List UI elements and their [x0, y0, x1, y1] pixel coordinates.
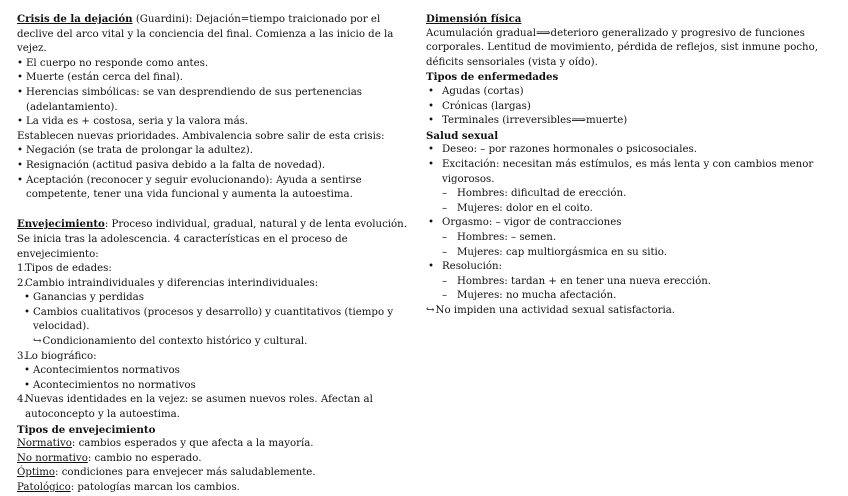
tipos-item [17, 452, 409, 467]
item-number: 3. [17, 350, 27, 362]
hook-arrow-icon: ↪ [33, 336, 42, 348]
excitacion-sub-list [426, 187, 826, 216]
item-text: Nuevas identidades en la vejez: se asumen nuevos roles. Afectan al autoconcepto y la autoestima. [25, 394, 373, 421]
list-item: • Agudas (cortas) [426, 85, 826, 100]
orgasmo-sub-list [426, 231, 826, 260]
list-item: • Terminales (irreversibles⟹muerte) [426, 114, 826, 129]
list-item: • Ganancias y perdidas [17, 291, 409, 306]
tipos-term: Óptimo [17, 467, 56, 479]
list-item [17, 277, 409, 350]
cambio-sub-list [17, 291, 409, 335]
priorities-text: Establecen nuevas prioridades. Ambivalencia sobre salir de esta crisis: [17, 130, 385, 142]
tipos-envejecimiento-heading: Tipos de envejecimiento [17, 423, 156, 436]
condicionamiento-note [17, 335, 409, 350]
conclusion-text: No impiden una actividad sexual satisfactoria. [435, 304, 676, 316]
envejecimiento-numbered-list [17, 262, 409, 423]
hook-arrow-icon: ↪ [426, 304, 435, 316]
right-column [426, 12, 826, 318]
tipos-text: : cambios esperados y que afecta a la mayoría. [71, 438, 314, 450]
enfermedades-list [426, 85, 826, 129]
dimension-fisica-text: Acumulación gradual⟹deterioro generalizado y progresivo de funciones corporales. Lentitud de movimiento, pérdida de reflejos, sist inmune pocho, déficits sensoriales (vista y oído). [426, 27, 818, 68]
list-item: • Negación (se trata de prolongar la adultez). [17, 144, 409, 159]
list-item: • El cuerpo no responde como antes. [17, 57, 409, 72]
crisis-author: (Guardini) [132, 14, 190, 25]
list-item: • Deseo: – por razones hormonales o psicosociales. [426, 143, 826, 158]
list-item: • La vida es + costosa, seria y la valora más. [17, 115, 409, 130]
dimension-fisica-heading: Dimensión física [426, 13, 522, 25]
salud-sexual-list [426, 143, 826, 187]
crisis-title: Crisis de la dejación [17, 13, 133, 25]
item-text: Cambio intraindividuales y diferencias interindividuales: [25, 277, 319, 289]
left-column [17, 12, 409, 496]
crisis-bullet-list [17, 57, 409, 130]
tipos-text: : cambio no esperado. [87, 452, 202, 464]
list-item: – Hombres: tardan + en tener una nueva erección. [426, 275, 826, 290]
tipos-item [17, 466, 409, 481]
item-text: Lo biográfico: [25, 350, 97, 362]
list-item: • Acontecimientos no normativos [17, 379, 409, 394]
tipos-term: Patológico [17, 482, 71, 493]
list-item: • Crónicas (largas) [426, 100, 826, 115]
item-number: 1. [17, 263, 27, 275]
resolucion-list [426, 260, 826, 275]
resolucion-sub-list [426, 275, 826, 304]
list-item: • Resolución: [426, 260, 826, 275]
item-number: 2. [17, 277, 27, 289]
tipos-item [17, 437, 409, 452]
crisis-text: : Dejación=tiempo traicionado por el declive del arco vital y la conciencia del final. Comienza a las inicio de la vejez. [17, 14, 394, 55]
tipos-term: Normativo [17, 438, 72, 450]
list-item: • Herencias simbólicas: se van desprendiendo de sus pertenencias (adelantamiento). [17, 86, 409, 115]
crisis-outcome-list [17, 144, 409, 202]
envejecimiento-paragraph [17, 217, 409, 262]
list-item [17, 393, 409, 422]
list-item [17, 350, 409, 394]
item-number: 4. [17, 394, 27, 406]
list-item [17, 262, 409, 277]
crisis-paragraph [17, 12, 409, 57]
list-item: • Acontecimientos normativos [17, 364, 409, 379]
tipos-term: No normativo [17, 452, 88, 464]
tipos-text: : condiciones para envejecer más saludablemente. [55, 467, 316, 479]
note-text: Condicionamiento del contexto histórico y cultural. [42, 336, 308, 348]
list-item: • Muerte (están cerca del final). [17, 71, 409, 86]
list-item: – Mujeres: no mucha afectación. [426, 289, 826, 304]
list-item: – Hombres: dificultad de erección. [426, 187, 826, 202]
envejecimiento-text: : Proceso individual, gradual, natural y de lenta evolución. Se inicia tras la adolescencia. 4 características en el proceso de envejecimiento: [17, 219, 407, 260]
list-item: – Hombres: – semen. [426, 231, 826, 246]
list-item: • Excitación: necesitan más estímulos, es más lenta y con cambios menor vigorosos. [426, 158, 826, 187]
biografico-sub-list [17, 364, 409, 393]
tipos-text: : patologías marcan los cambios. [70, 482, 240, 493]
item-text: Tipos de edades: [25, 263, 112, 275]
salud-conclusion [426, 304, 826, 319]
enfermedades-heading: Tipos de enfermedades [426, 71, 559, 84]
list-item: • Cambios cualitativos (procesos y desarrollo) y cuantitativos (tiempo y velocidad). [17, 306, 409, 335]
list-item: • Resignación (actitud pasiva debido a la falta de novedad). [17, 159, 409, 174]
envejecimiento-title: Envejecimiento [17, 218, 105, 231]
orgasmo-list [426, 216, 826, 231]
list-item: • Aceptación (reconocer y seguir evolucionando): Ayuda a sentirse competente, tener una vida funcional y aumenta la autoestima. [17, 174, 409, 203]
list-item: • Orgasmo: – vigor de contracciones [426, 216, 826, 231]
salud-sexual-heading: Salud sexual [426, 129, 499, 142]
list-item: – Mujeres: dolor en el coito. [426, 202, 826, 217]
tipos-item [17, 481, 409, 496]
list-item: – Mujeres: cap multiorgásmica en su sitio. [426, 246, 826, 261]
